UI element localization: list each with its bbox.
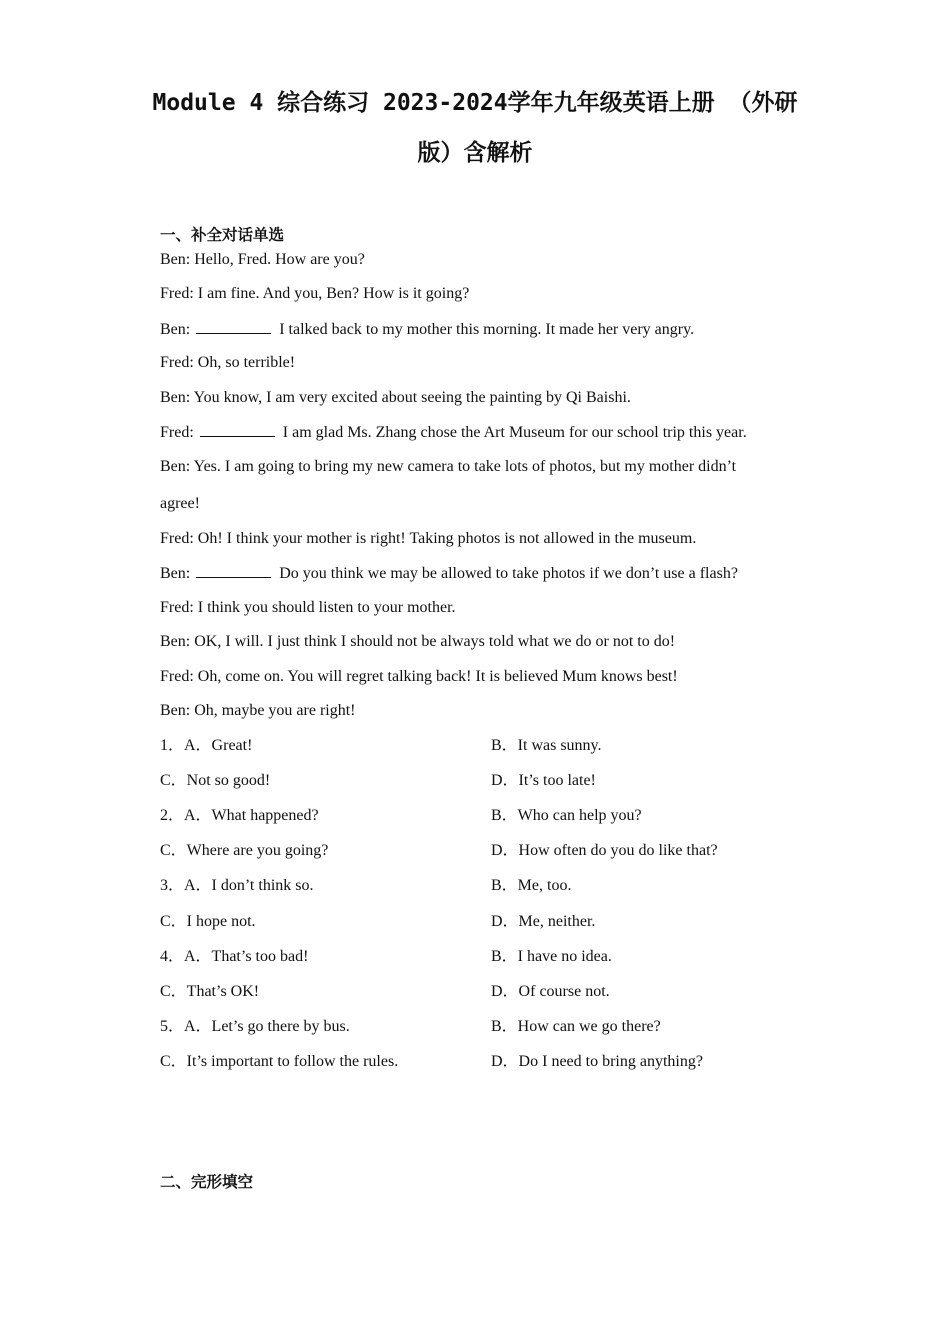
dialogue-line — [160, 529, 696, 549]
utterance: I am fine. And you, Ben? How is it going? — [197, 285, 470, 302]
title-line-2: 版）含解析 — [417, 140, 533, 166]
dialogue-line — [160, 284, 469, 304]
dialogue-line — [160, 319, 694, 340]
option-4c[interactable]: C．That’s OK! — [160, 983, 260, 1000]
dialogue-line — [160, 422, 747, 443]
utterance: agree! — [160, 495, 200, 512]
speaker: Ben: — [160, 702, 191, 719]
answer-blank-3[interactable] — [196, 563, 271, 578]
option-3a[interactable]: 3．A．I don’t think so. — [160, 877, 314, 894]
utterance: Hello, Fred. How are you? — [194, 251, 365, 268]
speaker: Fred: — [160, 530, 194, 547]
option-3d[interactable]: D．Me, neither. — [491, 913, 596, 930]
speaker: Ben: — [160, 458, 191, 475]
title-line-1: Module 4 综合练习 2023-2024学年九年级英语上册 （外研 — [152, 90, 798, 116]
option-5c[interactable]: C．It’s important to follow the rules. — [160, 1053, 399, 1070]
speaker: Fred: — [160, 285, 194, 302]
utterance: OK, I will. I just think I should not be always told what we do or not to do! — [194, 633, 676, 650]
dialogue-line — [160, 250, 365, 270]
utterance: Oh! I think your mother is right! Taking photos is not allowed in the museum. — [197, 530, 697, 547]
speaker: Ben: — [160, 251, 191, 268]
utterance: Oh, so terrible! — [197, 354, 296, 371]
option-5d[interactable]: D．Do I need to bring anything? — [491, 1053, 703, 1070]
answer-blank-2[interactable] — [200, 422, 275, 437]
option-2a[interactable]: 2．A．What happened? — [160, 807, 319, 824]
utterance: I am glad Ms. Zhang chose the Art Museum for our school trip this year. — [282, 424, 747, 441]
dialogue-line — [160, 563, 738, 584]
option-4a[interactable]: 4．A．That’s too bad! — [160, 948, 309, 965]
utterance: I think you should listen to your mother. — [197, 599, 456, 616]
option-4b[interactable]: B．I have no idea. — [491, 948, 612, 965]
dialogue-line — [160, 457, 736, 477]
speaker: Fred: — [160, 599, 194, 616]
section-heading-2: 二、完形填空 — [160, 1173, 254, 1191]
answer-blank-1[interactable] — [196, 319, 271, 334]
dialogue-line — [160, 701, 356, 721]
option-3b[interactable]: B．Me, too. — [491, 877, 572, 894]
option-2b[interactable]: B．Who can help you? — [491, 807, 642, 824]
utterance: You know, I am very excited about seeing the painting by Qi Baishi. — [193, 389, 631, 406]
option-1a[interactable]: 1．A．Great! — [160, 737, 253, 754]
option-1c[interactable]: C．Not so good! — [160, 772, 271, 789]
speaker: Fred: — [160, 668, 194, 685]
option-5a[interactable]: 5．A．Let’s go there by bus. — [160, 1018, 350, 1035]
speaker: Ben: — [160, 321, 191, 338]
speaker: Ben: — [160, 389, 191, 406]
speaker: Ben: — [160, 633, 191, 650]
utterance: Oh, maybe you are right! — [194, 702, 356, 719]
option-5b[interactable]: B．How can we go there? — [491, 1018, 661, 1035]
option-3c[interactable]: C．I hope not. — [160, 913, 256, 930]
option-1b[interactable]: B．It was sunny. — [491, 737, 602, 754]
option-1d[interactable]: D．It’s too late! — [491, 772, 596, 789]
dialogue-line — [160, 353, 295, 373]
option-4d[interactable]: D．Of course not. — [491, 983, 610, 1000]
dialogue-line — [160, 494, 200, 514]
utterance: Do you think we may be allowed to take photos if we don’t use a flash? — [279, 565, 738, 582]
option-2c[interactable]: C．Where are you going? — [160, 842, 329, 859]
section-heading-1: 一、补全对话单选 — [160, 226, 285, 244]
dialogue-line — [160, 598, 456, 618]
dialogue-line — [160, 667, 678, 687]
utterance: Yes. I am going to bring my new camera to take lots of photos, but my mother didn’t — [193, 458, 737, 475]
utterance: Oh, come on. You will regret talking back! It is believed Mum knows best! — [197, 668, 678, 685]
dialogue-line — [160, 632, 675, 652]
speaker: Fred: — [160, 424, 194, 441]
utterance: I talked back to my mother this morning. It made her very angry. — [279, 321, 695, 338]
speaker: Ben: — [160, 565, 191, 582]
speaker: Fred: — [160, 354, 194, 371]
dialogue-line — [160, 388, 631, 408]
page-title — [150, 78, 800, 178]
option-2d[interactable]: D．How often do you do like that? — [491, 842, 718, 859]
